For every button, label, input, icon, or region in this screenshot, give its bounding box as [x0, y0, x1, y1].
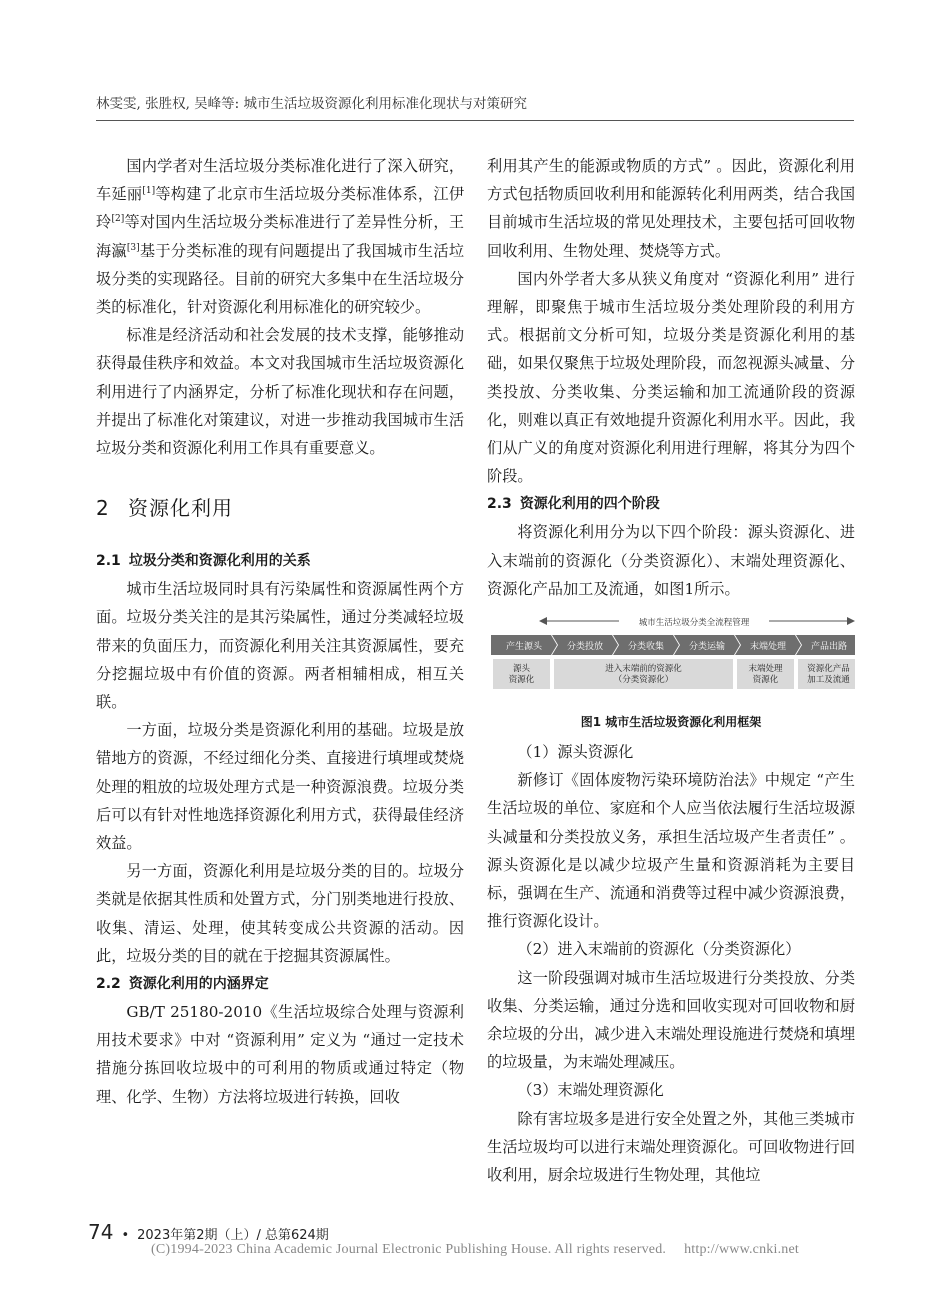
arrow-right-icon — [847, 617, 855, 625]
step-label-4: 分类运输 — [688, 642, 726, 653]
paragraph-pre-terminal: 这一阶段强调对城市生活垃圾进行分类投放、分类收集、分类运输，通过分选和回收实现对可回收物和厨余垃圾的分出，减少进入末端处理设施进行焚烧和填埋的垃圾量，为末端处理减压。 — [487, 968, 855, 1072]
stage-label-4-2: 加工及流通 — [807, 675, 850, 686]
running-header — [96, 92, 854, 121]
paragraph-definition: GB/T 25180-2010《生活垃圾综合处理与资源利用技术要求》中对 “资源利用” 定义为 “通过一定技术措施分拣回收垃圾中的可利用的物质或通过特定（物理、化学、生物）方法将垃圾进行转换，回收 — [96, 1003, 464, 1106]
page-number: 74 — [88, 1220, 114, 1244]
step-label-1: 产生源头 — [505, 642, 543, 653]
copyright-line — [0, 1242, 950, 1258]
section-title: 资源化利用 — [128, 496, 233, 521]
item-heading-1: （1）源头资源化 — [517, 743, 634, 762]
step-label-2: 分类投放 — [566, 642, 604, 653]
section-number: 2 — [96, 496, 110, 521]
figure-1 — [487, 611, 855, 730]
stage-label-3-2: 资源化 — [752, 675, 779, 686]
arrow-left-icon — [539, 617, 547, 625]
stage-label-4-1: 资源化产品 — [807, 664, 850, 675]
citation-3[interactable]: [3] — [126, 242, 140, 253]
subsection-heading-2-2: 2.2 资源化利用的内涵界定 — [96, 976, 269, 993]
step-label-6: 产品出路 — [810, 642, 848, 653]
left-column — [96, 152, 464, 1111]
paragraph-source: 新修订《固体废物污染环境防治法》中规定 “产生生活垃圾的单位、家庭和个人应当依法履行生活垃圾源头减量和分类投放义务，承担生活垃圾产生者责任” 。源头资源化是以减少垃圾产生量和资源消耗为主要目标，强调在生产、流通和消费等过程中减少资源浪费，推行资源化设计。 — [487, 771, 855, 931]
step-label-5: 末端处理 — [749, 642, 787, 653]
figure-caption: 图1 城市生活垃圾资源化利用框架 — [580, 715, 762, 730]
stage-label-1-1: 源头 — [512, 664, 531, 675]
running-title: 林雯雯, 张胜权, 吴峰等: 城市生活垃圾资源化利用标准化现状与对策研究 — [96, 96, 528, 112]
paragraph-broad-understanding: 国内外学者大多从狭义角度对 “资源化利用” 进行理解，即聚焦于城市生活垃圾分类处理阶段的利用方式。根据前文分析可知，垃圾分类是资源化利用的基础，如果仅聚焦于垃圾处理阶段，而忽视源头减量、分类投放、分类收集、分类运输和加工流通阶段的资源化，则难以真正有效地提升资源化利用水平。因此，我们从广义的角度对资源化利用进行理解，将其分为四个阶段。 — [487, 269, 855, 486]
subsection-heading-2-1: 2.1 垃圾分类和资源化利用的关系 — [96, 553, 311, 570]
copyright-text: (C)1994-2023 China Academic Journal Electronic Publishing House. All rights reserved. — [151, 1242, 667, 1257]
citation-2[interactable]: [2] — [111, 214, 125, 225]
stage-label-1-2: 资源化 — [508, 675, 535, 686]
item-heading-2: （2）进入末端前的资源化（分类资源化） — [517, 940, 801, 959]
paragraph-terminal: 除有害垃圾多是进行安全处置之外，其他三类城市生活垃圾均可以进行末端处理资源化。可回收物进行回收利用，厨余垃圾进行生物处理，其他垃 — [487, 1109, 855, 1185]
paragraph-lit-review: 国内学者对生活垃圾分类标准化进行了深入研究，车延丽[1]等构建了北京市生活垃圾分类标准体系，江伊玲[2]等对国内生活垃圾分类标准进行了差异性分析，王海瀛[3]基于分类标准的现有问题提出了我国城市生活垃圾分类的实现路径。目前的研究大多集中在生活垃圾分类的标准化，针对资源化利用标准化的研究较少。 — [96, 157, 465, 317]
right-column — [487, 152, 855, 1189]
step-label-3: 分类收集 — [627, 642, 665, 653]
span-label: 城市生活垃圾分类全流程管理 — [638, 618, 750, 629]
stage-label-2-1: 进入末端前的资源化 — [605, 664, 682, 675]
paragraph-utilization-purpose: 另一方面，资源化利用是垃圾分类的目的。垃圾分类就是依据其性质和处置方式，分门别类地进行投放、收集、清运、处理，使其转变成公共资源的活动。因此，垃圾分类的目的就在于挖掘其资源属性。 — [96, 862, 464, 965]
cnki-link[interactable]: http://www.cnki.net — [684, 1242, 799, 1257]
bullet-icon: • — [121, 1228, 130, 1243]
subsection-heading-2-3: 2.3 资源化利用的四个阶段 — [487, 496, 660, 513]
stage-label-3-1: 末端处理 — [748, 664, 783, 675]
paragraph-dual-attributes: 城市生活垃圾同时具有污染属性和资源属性两个方面。垃圾分类关注的是其污染属性，通过分类减轻垃圾带来的负面压力，而资源化利用关注其资源属性，要充分挖掘垃圾中有价值的资源。两者相辅相成，相互关联。 — [96, 580, 464, 712]
section-heading-2 — [96, 492, 464, 521]
issue-info: 2023年第2期（上）/ 总第624期 — [137, 1228, 329, 1243]
framework-diagram — [487, 611, 855, 703]
item-heading-3: （3）末端处理资源化 — [517, 1081, 664, 1100]
citation-1[interactable]: [1] — [142, 186, 156, 197]
paragraph-four-stages: 将资源化利用分为以下四个阶段：源头资源化、进入末端前的资源化（分类资源化）、末端处理资源化、资源化产品加工及流通，如图1所示。 — [487, 523, 855, 598]
page-footer — [88, 1220, 329, 1244]
paragraph-definition-cont: 利用其产生的能源或物质的方式” 。因此，资源化利用方式包括物质回收利用和能源转化利用两类，结合我国目前城市生活垃圾的常见处理技术，主要包括可回收物回收利用、生物处理、焚烧等方式。 — [487, 157, 855, 260]
paragraph-classification-basis: 一方面，垃圾分类是资源化利用的基础。垃圾是放错地方的资源，不经过细化分类、直接进行填埋或焚烧处理的粗放的垃圾处理方式是一种资源浪费。垃圾分类后可以有针对性地选择资源化利用方式，获得最佳经济效益。 — [96, 721, 464, 853]
stage-label-2-2: （分类资源化） — [613, 675, 674, 686]
stages-group — [493, 659, 855, 689]
paragraph-standards: 标准是经济活动和社会发展的技术支撑，能够推动获得最佳秩序和效益。本文对我国城市生活垃圾资源化利用进行了内涵界定，分析了标准化现状和存在问题，并提出了标准化对策建议，对进一步推动我国城市生活垃圾分类和资源化利用工作具有重要意义。 — [96, 326, 464, 458]
steps-group — [491, 635, 855, 655]
